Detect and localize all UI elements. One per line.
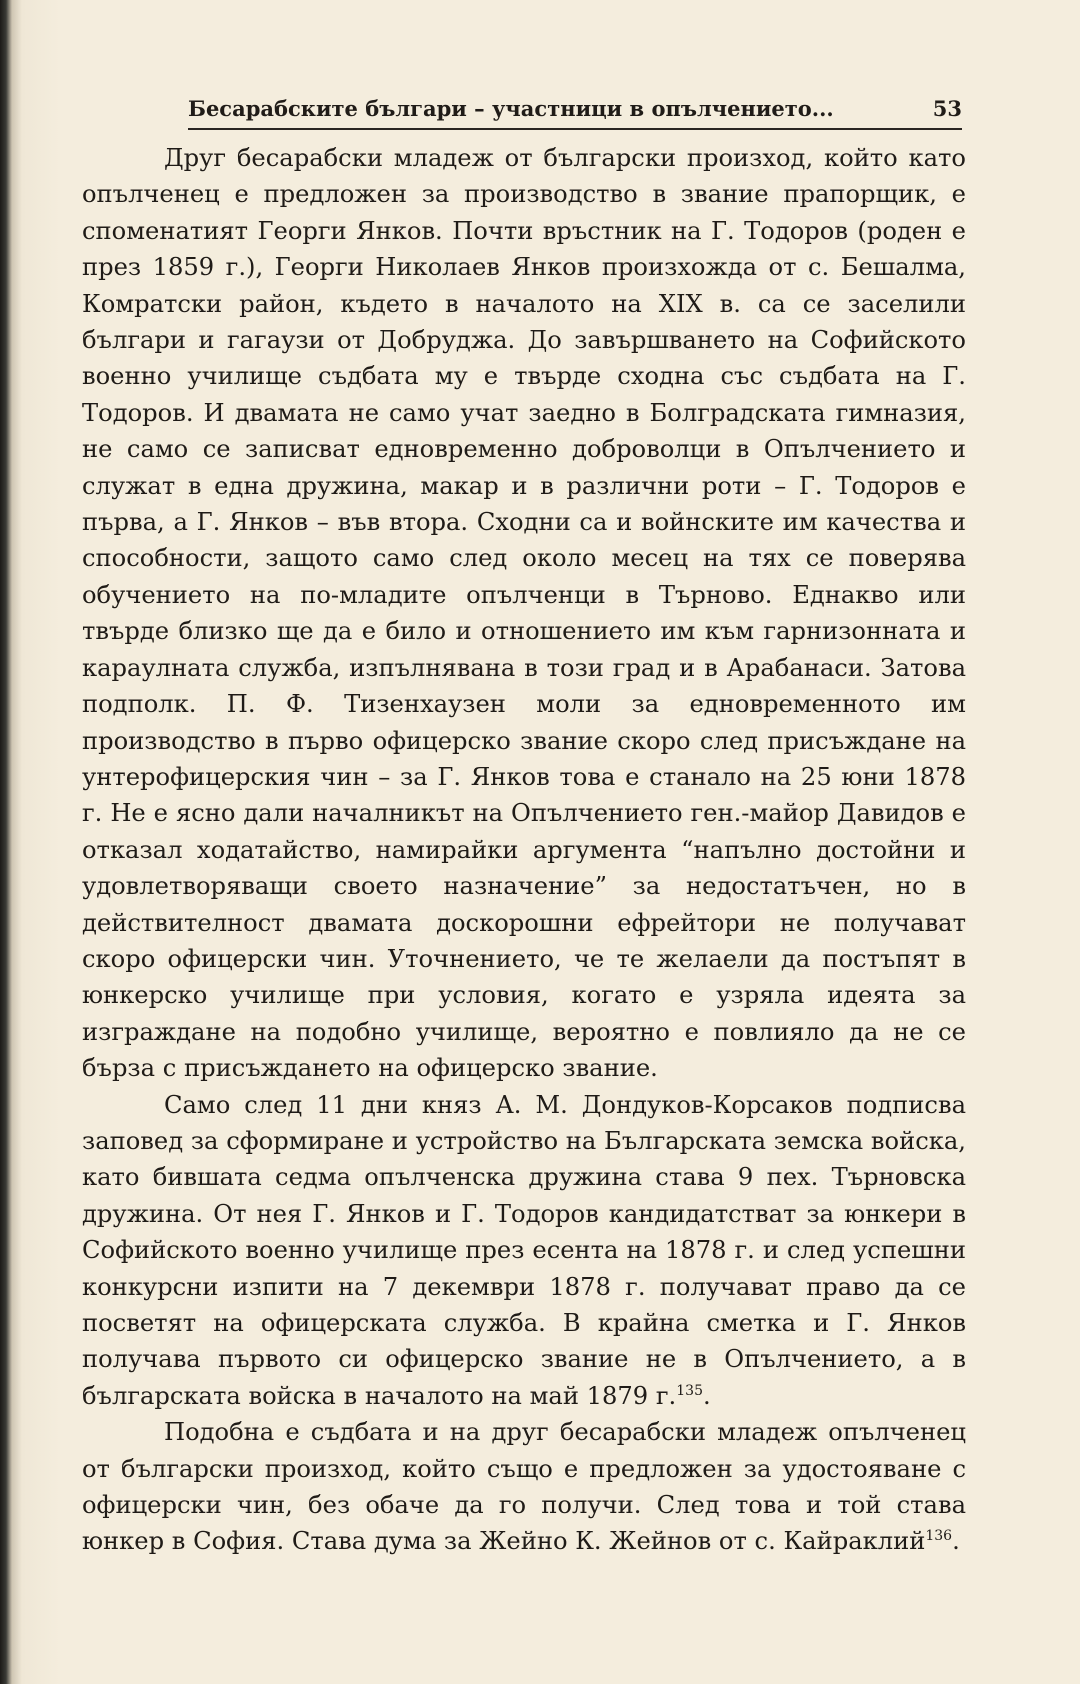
body-text xyxy=(82,140,966,1560)
paragraph: Подобна е съдбата и на друг бесарабски младеж опълченец от български произход, който също е предложен за удостояване с офицерски чин, без обаче да го получи. След това и той става юнкер в София. Става дума за Жейно К. Жейнов от с. Кайраклий$^{136}$. xyxy=(82,1418,966,1556)
paragraph-text: Само след 11 дни княз А. М. Дондуков-Корсаков подписва заповед за сформиране и устройство на Българската земска войска, като бившата седма опълченска дружина става 9 пех. Търновска дружина. От нея Г. Янков и Г. Тодоров кандидатстват за юнкери в Софийското военно училище през есента на 1878 г. и след успешни конкурсни изпити на 7 декември 1878 г. получават право да се посветят на офицерската служба. В крайна сметка и Г. Янков получава първото си офицерско звание не в Опълчението, а в българската войска в началото на май 1879 г. xyxy=(82,1090,966,1410)
page-header xyxy=(188,94,962,130)
footnote-ref: 136 xyxy=(925,1528,953,1545)
paragraph xyxy=(82,140,966,1087)
running-title: Бесарабските българи – участници в опълчението... xyxy=(188,96,834,121)
paragraph: Само след 11 дни княз А. М. Дондуков-Корсаков подписва заповед за сформиране и устройство на Българската земска войска, като бившата седма опълченска дружина става 9 пех. Търновска дружина. От нея Г. Янков и Г. Тодоров кандидатстват за юнкери в Софийското военно училище през есента на 1878 г. и след успешни конкурсни изпити на 7 декември 1878 г. получават право да се посветят на офицерската служба. В крайна сметка и Г. Янков получава първото си офицерско звание не в Опълчението, а в българската войска в началото на май 1879 г.$^{135}$. xyxy=(82,1090,966,1410)
paragraph-text: Друг бесарабски младеж от български произход, който като опълченец е предложен за производство в звание прапорщик, е споменатият Георги Янков. Почти връстник на Г. Тодоров (роден е през 1859 г.), Георги Николаев Янков произхожда от с. Бешалма, Комратски район, където в началото на XIX в. са се заселили българи и гагаузи от Добруджа. До завършването на Софийското военно училище съдбата му е твърде сходна със съдбата на Г. Тодоров. И двамата не само учат заедно в Болградската гимназия, не само се записват едновременно доброволци в Опълчението и служат в една дружина, макар и в различни роти – Г. Тодоров е първа, а Г. Янков – във втора. Сходни са и войнските им качества и способности, защото само след около месец на тях се поверява обучението на по-младите опълченци в Търново. Еднакво или твърде близко ще да е било и отношението им към гарнизонната и караулната служба, изпълнявана в този град и в Арабанаси. Затова подполк. П. Ф. Тизенхаузен моли за едновременното им производство в първо офицерско звание скоро след присъждане на унтерофицерския чин – за Г. Янков това е станало на 25 юни 1878 г. Не е ясно дали началникът на Опълчението ген.-майор Давидов е отказал ходатайство, намирайки аргумента “напълно достойни и удовлетворяващи своето назначение” за недостатъчен, но в действителност двамата доскорошни ефрейтори не получават скоро офицерски чин. Уточнението, че те желаели да постъпят в юнкерско училище при условия, когато е узряла идеята за изграждане на подобно училище, вероятно е повлияло да не се бърза с присъждането на офицерско звание. xyxy=(82,144,966,1083)
page-number: 53 xyxy=(932,96,962,121)
paragraph-text: Подобна е съдбата и на друг бесарабски младеж опълченец от български произход, който също е предложен за удостояване с офицерски чин, без обаче да го получи. След това и той става юнкер в София. Става дума за Жейно К. Жейнов от с. Кайраклий xyxy=(82,1418,966,1556)
footnote-ref: 135 xyxy=(676,1382,703,1399)
